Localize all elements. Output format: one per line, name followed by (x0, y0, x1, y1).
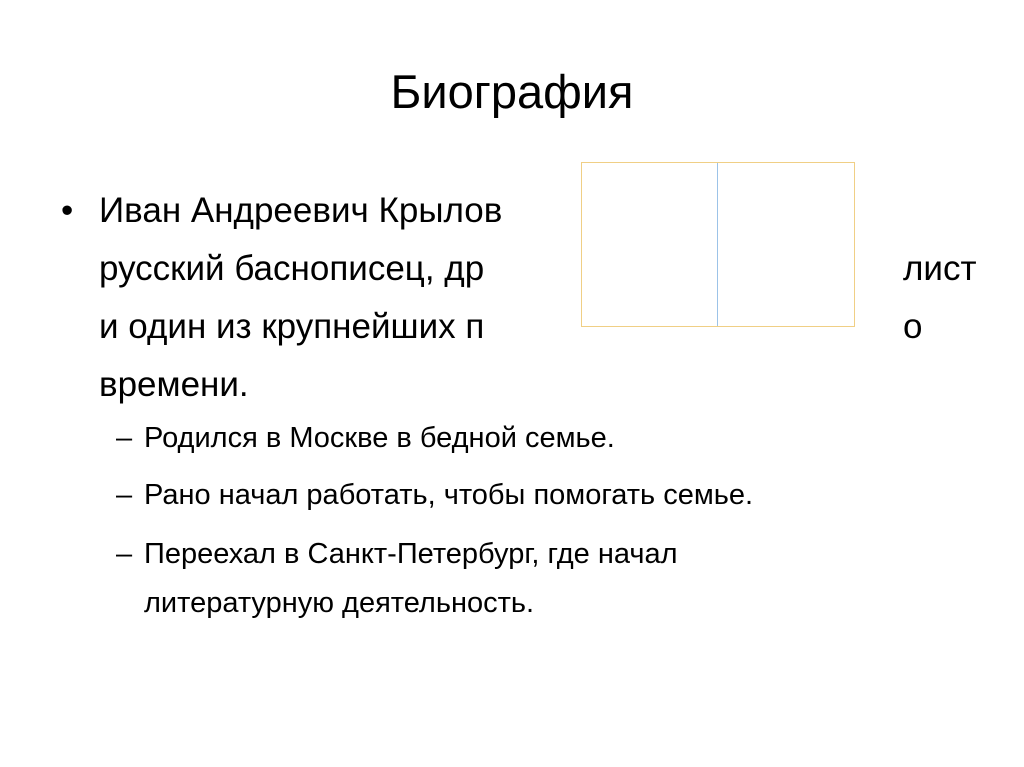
sub-bullet-marker: – (116, 479, 133, 511)
main-bullet-line: русский баснописец, др лист (99, 240, 959, 298)
placeholder-divider (717, 163, 718, 326)
sub-bullet-line: Рано начал работать, чтобы помогать семье. (144, 479, 754, 511)
sub-bullet-text (144, 471, 964, 520)
slide-title: Биография (390, 65, 634, 118)
sub-bullet-text (144, 530, 964, 628)
hidden-text-fragment: лист (903, 249, 977, 288)
sub-bullet-line: литературную деятельность. (144, 587, 535, 619)
sub-bullet-marker: – (116, 538, 133, 570)
bullet-marker: • (61, 191, 74, 230)
main-bullet-line: Иван Андреевич Крылов (99, 191, 503, 230)
main-bullet-line: времени. (99, 365, 249, 404)
image-placeholder (581, 162, 855, 327)
hidden-text-fragment: о (903, 307, 923, 346)
sub-bullet-line: Переехал в Санкт-Петербург, где начал (144, 538, 678, 570)
sub-bullet-text (144, 414, 964, 463)
main-bullet-line: и один из крупнейших п о (99, 298, 959, 356)
sub-bullet-marker: – (116, 422, 133, 454)
sub-bullet-line: Родился в Москве в бедной семье. (144, 422, 615, 454)
